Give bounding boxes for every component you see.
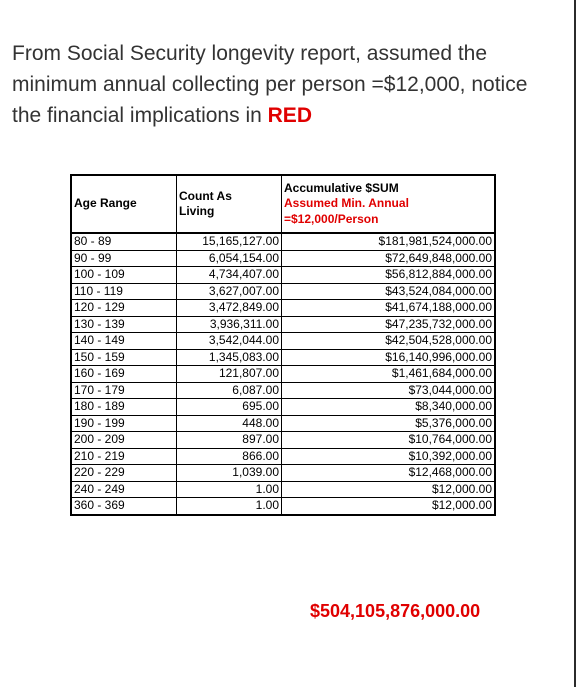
grand-total: $504,105,876,000.00 [310, 601, 481, 621]
age-range-cell: 170 - 179 [71, 382, 177, 399]
sum-cell: $5,376,000.00 [282, 415, 496, 432]
count-cell: 866.00 [177, 448, 282, 465]
age-range-cell: 190 - 199 [71, 415, 177, 432]
table-row [71, 498, 495, 515]
table-header-row [71, 175, 495, 233]
sum-cell: $1,461,684,000.00 [282, 366, 496, 383]
table-body [71, 233, 495, 515]
count-cell: 3,936,311.00 [177, 316, 282, 333]
table-row [71, 366, 495, 383]
sum-cell: $12,468,000.00 [282, 465, 496, 482]
age-range-cell: 360 - 369 [71, 498, 177, 515]
table-row [71, 465, 495, 482]
sum-cell: $12,000.00 [282, 481, 496, 498]
age-range-cell: 240 - 249 [71, 481, 177, 498]
table-row [71, 267, 495, 284]
sum-cell: $8,340,000.00 [282, 399, 496, 416]
data-table-container [70, 174, 496, 516]
table-row [71, 316, 495, 333]
age-range-cell: 100 - 109 [71, 267, 177, 284]
count-cell: 1,345,083.00 [177, 349, 282, 366]
count-cell: 3,472,849.00 [177, 300, 282, 317]
count-cell: 448.00 [177, 415, 282, 432]
count-cell: 695.00 [177, 399, 282, 416]
count-cell: 15,165,127.00 [177, 233, 282, 250]
red-highlight: RED [267, 104, 312, 127]
table-row [71, 448, 495, 465]
age-range-cell: 220 - 229 [71, 465, 177, 482]
count-cell: 897.00 [177, 432, 282, 449]
header-count-line1: Count As [179, 188, 232, 203]
count-cell: 1,039.00 [177, 465, 282, 482]
table-row [71, 432, 495, 449]
intro-text: From Social Security longevity report, assumed the minimum annual collecting per person =$12,000, notice the financial implications in [12, 42, 528, 127]
sum-cell: $72,649,848,000.00 [282, 250, 496, 267]
age-range-cell: 80 - 89 [71, 233, 177, 250]
sum-cell: $41,674,188,000.00 [282, 300, 496, 317]
count-cell: 121,807.00 [177, 366, 282, 383]
table-row [71, 300, 495, 317]
count-cell: 1.00 [177, 481, 282, 498]
header-age-range-label: Age Range [74, 196, 137, 211]
header-sum-line2: Assumed Min. Annual [284, 196, 409, 211]
count-cell: 1.00 [177, 498, 282, 515]
header-sum [282, 175, 496, 233]
sum-cell: $73,044,000.00 [282, 382, 496, 399]
sum-cell: $56,812,884,000.00 [282, 267, 496, 284]
sum-cell: $10,392,000.00 [282, 448, 496, 465]
sum-cell: $12,000.00 [282, 498, 496, 515]
count-cell: 4,734,407.00 [177, 267, 282, 284]
table-row [71, 250, 495, 267]
sum-cell: $43,524,084,000.00 [282, 283, 496, 300]
header-count [177, 175, 282, 233]
header-age-range [71, 175, 177, 233]
table-row [71, 349, 495, 366]
age-range-cell: 120 - 129 [71, 300, 177, 317]
age-range-cell: 180 - 189 [71, 399, 177, 416]
header-sum-line3: =$12,000/Person [284, 211, 379, 226]
intro-paragraph [12, 38, 557, 131]
age-range-cell: 160 - 169 [71, 366, 177, 383]
header-sum-line1: Accumulative $SUM [284, 180, 399, 195]
header-count-line2: Living [179, 204, 215, 218]
table-row [71, 382, 495, 399]
table-row [71, 283, 495, 300]
table-row [71, 233, 495, 250]
age-range-cell: 140 - 149 [71, 333, 177, 350]
age-range-cell: 110 - 119 [71, 283, 177, 300]
sum-cell: $42,504,528,000.00 [282, 333, 496, 350]
table-row [71, 333, 495, 350]
age-range-cell: 210 - 219 [71, 448, 177, 465]
sum-cell: $10,764,000.00 [282, 432, 496, 449]
sum-cell: $181,981,524,000.00 [282, 233, 496, 250]
table-row [71, 399, 495, 416]
age-range-table [70, 174, 496, 516]
sum-cell: $47,235,732,000.00 [282, 316, 496, 333]
table-row [71, 415, 495, 432]
count-cell: 6,054,154.00 [177, 250, 282, 267]
count-cell: 3,542,044.00 [177, 333, 282, 350]
age-range-cell: 130 - 139 [71, 316, 177, 333]
age-range-cell: 90 - 99 [71, 250, 177, 267]
count-cell: 3,627,007.00 [177, 283, 282, 300]
age-range-cell: 150 - 159 [71, 349, 177, 366]
table-row [71, 481, 495, 498]
age-range-cell: 200 - 209 [71, 432, 177, 449]
count-cell: 6,087.00 [177, 382, 282, 399]
sum-cell: $16,140,996,000.00 [282, 349, 496, 366]
